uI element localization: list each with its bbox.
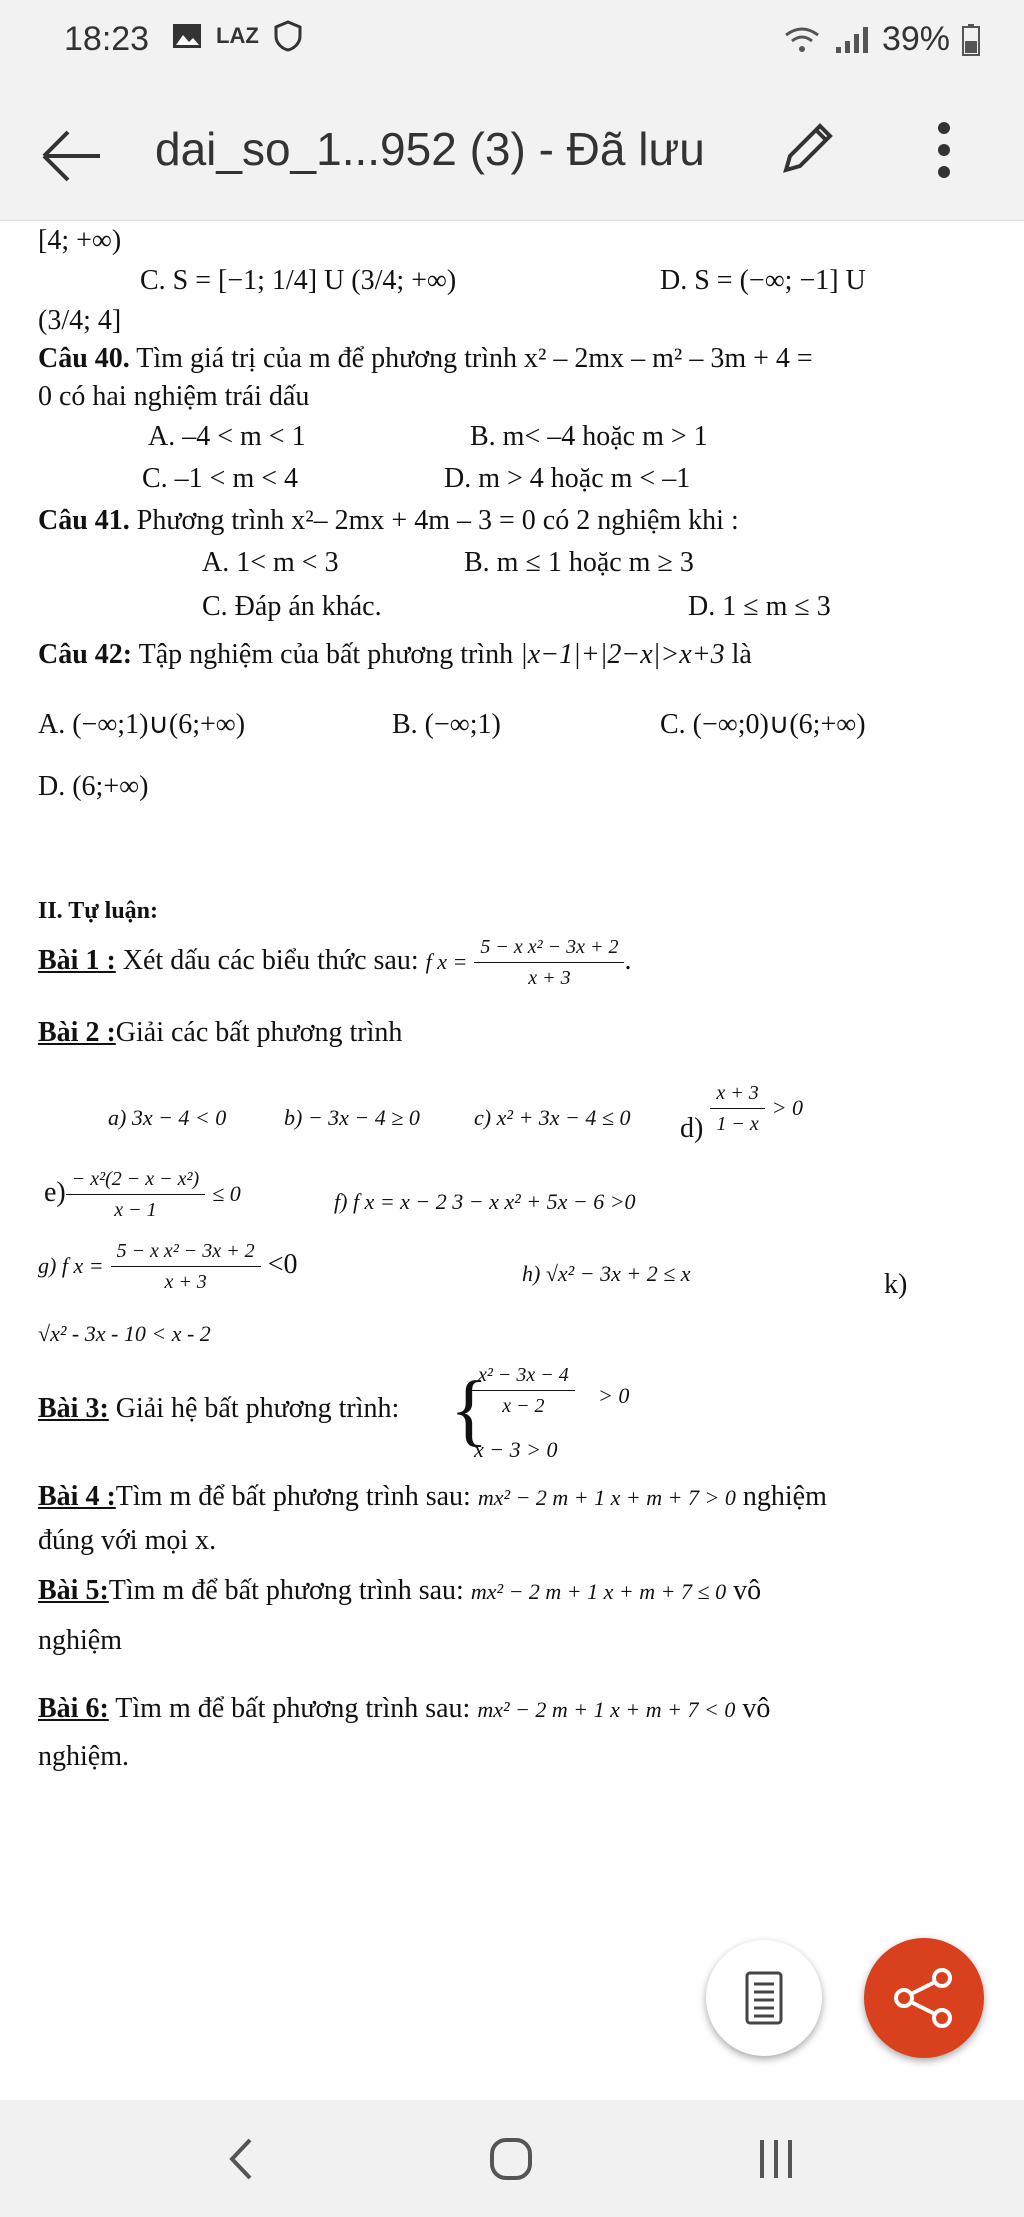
item-g	[38, 1240, 297, 1293]
option-a: A. (−∞;1)∪(6;+∞)	[38, 709, 246, 740]
exercise-1: Bài 1 : Xét dấu các biểu thức sau: f x = $\frac{\text{5 − x x² − 3x + 2}}{x + 3}$ .	[38, 936, 632, 989]
item-expr: b) − 3x − 4 ≥ 0	[284, 1105, 420, 1130]
nav-back-icon[interactable]	[226, 2136, 256, 2182]
exercise-label: Bài 3:	[38, 1393, 109, 1424]
nav-recents-icon[interactable]	[756, 2138, 796, 2180]
question-text: Tập nghiệm của bất phương trình	[138, 639, 514, 670]
option-d: D. m > 4 hoặc m < –1	[444, 463, 691, 494]
fraction	[710, 1082, 764, 1135]
doc-line: (3/4; 4]	[38, 305, 122, 336]
share-icon	[892, 1968, 956, 2028]
item-k-label: k)	[884, 1269, 908, 1300]
option-c: C. (−∞;0)∪(6;+∞)	[660, 709, 866, 740]
option-a: A. 1< m < 3	[202, 547, 339, 578]
fraction	[66, 1168, 205, 1221]
item-lhs: g) f x =	[38, 1252, 104, 1278]
carrier-label: LAZ	[216, 23, 259, 48]
nav-home-icon[interactable]	[488, 2136, 534, 2182]
status-time: 18:23	[64, 20, 150, 58]
brace: {	[450, 1366, 489, 1454]
edit-pencil-icon[interactable]	[776, 116, 840, 180]
math-expression: |x−1|+|2−x|>x+3	[520, 639, 725, 670]
item-label: d)	[680, 1112, 704, 1144]
exercise-text-cont: nghiệm.	[38, 1741, 129, 1772]
item-f	[334, 1186, 636, 1217]
item-e	[44, 1168, 241, 1221]
status-bar	[0, 0, 1024, 80]
item-rhs: ≤ 0	[212, 1180, 241, 1206]
question-41	[38, 506, 739, 537]
fraction-num: − x²(2 − x − x²)	[66, 1168, 205, 1195]
item-label: e)	[44, 1176, 66, 1208]
exercise-text: Xét dấu các biểu thức sau:	[122, 944, 419, 976]
fraction	[474, 936, 624, 989]
exercise-text: Tìm m để bất phương trình sau:	[115, 1481, 471, 1512]
item-expr: f) f x = x − 2 3 − x x² + 5x − 6 >0	[334, 1189, 636, 1214]
item-rhs: > 0	[771, 1094, 804, 1120]
status-icons	[172, 20, 303, 52]
math-expression: mx² − 2 m + 1 x + m + 7 ≤ 0	[470, 1579, 727, 1604]
item-k	[38, 1318, 211, 1349]
doc-line: [4; +∞)	[38, 225, 122, 256]
math-expression: mx² − 2 m + 1 x + m + 7 < 0	[477, 1697, 736, 1722]
exercise-text: Tìm m để bất phương trình sau:	[115, 1693, 471, 1724]
item-expr: c) x² + 3x − 4 ≤ 0	[474, 1105, 631, 1130]
document-page	[0, 222, 1024, 2032]
fraction-num: x² − 3x − 4	[472, 1364, 575, 1391]
back-arrow-icon[interactable]	[40, 126, 104, 186]
more-options-icon[interactable]	[932, 120, 956, 180]
question-label: Câu 41.	[38, 505, 130, 536]
exercise-2	[38, 1018, 402, 1049]
exercise-label: Bài 6:	[38, 1693, 109, 1724]
question-label: Câu 40.	[38, 343, 130, 374]
document-icon	[744, 1970, 784, 2026]
fraction-den: x − 2	[502, 1395, 545, 1417]
option-d: D. 1 ≤ m ≤ 3	[688, 591, 831, 622]
option-c: C. S = [−1; 1/4] U (3/4; +∞)	[140, 265, 457, 296]
exercise-6	[38, 1694, 770, 1725]
item-a	[108, 1102, 226, 1133]
exercise-text-cont: nghiệm	[38, 1625, 122, 1656]
inequality-sign: > 0	[598, 1383, 630, 1408]
exercise-label: Bài 1 :	[38, 944, 116, 976]
document-title: dai_so_1...952 (3) - Đã lưu	[155, 123, 705, 175]
wifi-icon	[782, 25, 822, 55]
fraction-den: x − 1	[114, 1199, 157, 1221]
app-bar	[0, 80, 1024, 221]
exercise-label: Bài 5:	[38, 1575, 109, 1606]
exercise-text-end: vô	[742, 1693, 771, 1724]
question-text-cont: 0 có hai nghiệm trái dấu	[38, 381, 310, 412]
question-42	[38, 640, 752, 671]
item-rhs: <0	[267, 1248, 298, 1280]
question-text: Phương trình x²– 2mx + 4m – 3 = 0 có 2 nghiệm khi :	[136, 505, 739, 536]
exercise-text-end: vô	[733, 1575, 762, 1606]
question-text-end: là	[731, 639, 752, 670]
option-a: A. –4 < m < 1	[148, 421, 306, 452]
item-expr: a) 3x − 4 < 0	[108, 1105, 227, 1130]
exercise-5	[38, 1576, 761, 1607]
item-c	[474, 1102, 630, 1133]
battery-icon	[962, 24, 980, 56]
fraction-num: x + 3	[710, 1082, 764, 1109]
fraction-den: x + 3	[164, 1271, 207, 1293]
share-button[interactable]	[864, 1938, 984, 2058]
math-lhs: f x =	[425, 948, 468, 974]
math-expression: mx² − 2 m + 1 x + m + 7 > 0	[477, 1485, 736, 1510]
exercise-4	[38, 1482, 827, 1513]
fraction	[111, 1240, 261, 1293]
exercise-label: Bài 4 :	[38, 1481, 116, 1512]
exercise-text: Tìm m để bất phương trình sau:	[108, 1575, 464, 1606]
exercise-text-end: nghiệm	[742, 1481, 827, 1512]
exercise-3	[38, 1394, 399, 1425]
item-b	[284, 1102, 420, 1133]
system-nav-bar	[0, 2100, 1024, 2217]
option-d: D. (6;+∞)	[38, 771, 149, 802]
option-b: B. m< –4 hoặc m > 1	[470, 421, 708, 452]
option-d: D. S = (−∞; −1] U	[660, 265, 866, 296]
question-text: Tìm giá trị của m để phương trình x² – 2mx – m² – 3m + 4 =	[136, 343, 813, 374]
item-h	[522, 1258, 691, 1289]
gallery-icon	[172, 22, 202, 50]
item-expr: √x² - 3x - 10 < x - 2	[38, 1321, 211, 1346]
option-b: B. (−∞;1)	[392, 709, 501, 740]
exercise-text: Giải các bất phương trình	[115, 1017, 403, 1048]
signal-icon	[834, 25, 870, 55]
option-c: C. –1 < m < 4	[142, 463, 299, 494]
battery-percent: 39%	[881, 20, 950, 58]
system-line: x − 3 > 0	[474, 1437, 558, 1462]
fraction-num: 5 − x x² − 3x + 2	[111, 1240, 261, 1267]
reading-mode-button[interactable]	[706, 1940, 822, 2056]
item-d	[680, 1082, 804, 1144]
fraction-den: 1 − x	[716, 1113, 759, 1135]
question-40	[38, 344, 813, 375]
question-label: Câu 42:	[38, 639, 133, 670]
fraction	[472, 1364, 575, 1417]
exercise-label: Bài 2 :	[38, 1017, 116, 1048]
option-b: B. m ≤ 1 hoặc m ≥ 3	[464, 547, 694, 578]
section-heading: II. Tự luận:	[38, 898, 159, 924]
fraction-den: x + 3	[528, 967, 571, 989]
item-expr: h) √x² − 3x + 2 ≤ x	[522, 1261, 691, 1286]
fraction-num: 5 − x x² − 3x + 2	[474, 936, 624, 963]
exercise-text: Giải hệ bất phương trình:	[115, 1393, 400, 1424]
option-c: C. Đáp án khác.	[202, 591, 382, 622]
shield-icon	[273, 20, 303, 52]
exercise-text-cont: đúng với mọi x.	[38, 1525, 217, 1556]
